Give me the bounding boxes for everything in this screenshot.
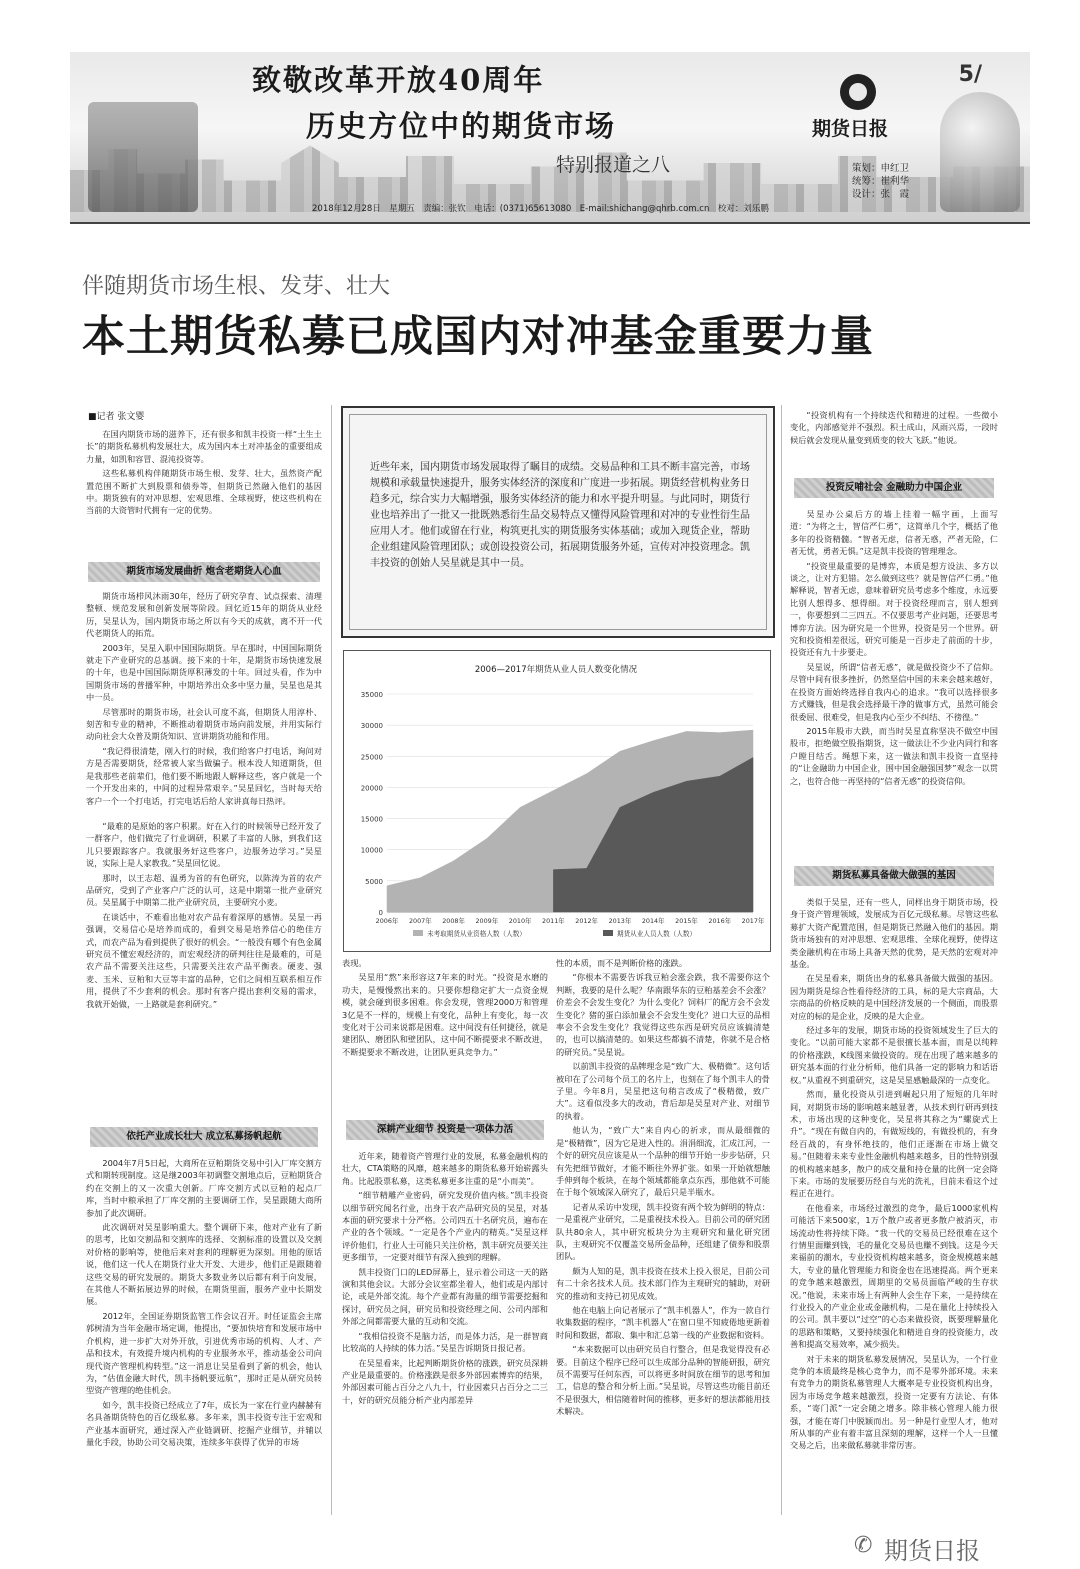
chart-y-tick-label: 35000 xyxy=(360,691,383,699)
paragraph: 在吴星看来，期货出身的私募具备做大做强的基因。因为期货是综合性看待经济的工具，标的是大宗商品，大宗商品的价格反映的是中国经济发展的一个侧面，而股票对应的标的是企业，反映的是大企业。 xyxy=(790,973,998,1021)
paragraph: 这些私募机构伴随期货市场生根、发芽、壮大，虽然资产配置范围不断扩大到股票和债券等，但期货已然融入他们的基因中。期货独有的对冲思想、宏观思维、全球视野，使这些机构在当前的大资管时代拥有一定的优势。 xyxy=(86,468,322,516)
banner-title-line2: 历史方位中的期货市场 xyxy=(306,109,617,143)
credit-line: 统筹：崔利华 xyxy=(852,176,910,187)
section-heading: 期货私募具备做大做强的基因 xyxy=(794,866,994,886)
chart-x-tick-label: 2017年 xyxy=(741,917,765,925)
chart-legend-label: 期货从业人员人数（人数） xyxy=(617,930,697,938)
chart-y-tick-label: 20000 xyxy=(360,784,383,793)
section-heading: 依托产业成长壮大 成立私募扬帆起航 xyxy=(90,1127,318,1147)
stone-lion-graphic xyxy=(940,92,1020,212)
paragraph: “你根本不需要告诉我豆粕会涨会跌，我不需要你这个判断，我要的是什么呢？华南跟华东的豆粕基差会不会涨？价差会不会发生变化？为什么变化？饲料厂的配方会不会发生变化？猪的蛋白添加量会不会发生变化？进口大豆的品相率会不会发生变化？我觉得这些东西是研究员应该搞清楚的，也可以搞清楚的。如果这些都搞不清楚，你就不是合格的研究员。”吴星说。 xyxy=(556,972,770,1057)
paragraph: 颇为人知的是，凯丰投资在技术上投入很足，目前公司有二十余名技术人员。技术部门作为主观研究的辅助，对研究的推动和支持已初见成效。 xyxy=(556,1265,770,1301)
paragraph: 如今，凯丰投资已经成立了7年，成长为一家在行业内赫赫有名具备期货特色的百亿级私募。多年来，凯丰投资专注于宏观和产业基本面研究，通过深入产业链调研、挖掘产业细节，并辅以量化手段，协助公司交易决策，连续多年获得了优异的市场 xyxy=(86,1399,322,1447)
paragraph: 类似于吴星，还有一些人，同样出身于期货市场，投身于资产管理领域，发展成为百亿元级私募。尽管这些私募扩大资产配置范围，但是期货已然融入他们的基因。期货市场独有的对冲思想、宏观思维、全球化视野，使得这类金融机构在市场上具备天然的优势，是天然的宏观对冲基金。 xyxy=(790,897,998,970)
paragraph: “本来数据可以由研究员自行整合，但是我觉得没有必要。目前这个程序已经可以生成部分品种的智能研报，研究员不需要写任何东西，可以将更多时间放在细节的思考和加工，信息的整合和分析上面。”吴星说，尽管这些功能目前还不是很强大，相信随着时间的推移，更多好的想法都能用技术解决。 xyxy=(556,1344,770,1417)
paragraph: 表现。 xyxy=(342,958,367,968)
credits xyxy=(852,162,909,201)
chart-y-tick-label: 25000 xyxy=(360,753,383,762)
paragraph: 吴星说，所谓“信者无惑”，就是做投资少不了信仰。尽管中间有很多挫折，仍然坚信中国的未来会越来越好，在投资方面始终选择自我内心的追求。“我可以选择很多方式赚钱，但是我会选择最干净的做事方式，虽然可能会很委屈、很难受，但是我内心至少不纠结、不徬徨。” xyxy=(790,661,998,722)
watermark-text: 期货日报 xyxy=(884,1537,980,1565)
paragraph: 他认为，“致广大”来自内心的祈求，而从最细微的是“极精微”，因为它是进入性的。涓涓细流，汇成江河，一个好的研究员应该是从一个品种的细节开始一步步钻研，只有先把细节做好，才能不断往外界扩张。如果一开始就想触手伸到每个板块，在每个领域都能拿点东西，那他就不可能在于每个领域深入研究了，最后只是半瓶水。 xyxy=(556,1125,770,1198)
chart-y-tick-label: 10000 xyxy=(360,846,383,855)
col4-tail xyxy=(790,896,998,1516)
masthead-info: 2018年12月28日 星期五 责编：张钦 电话：(0371)65613080 E-mail:shichang@qhrb.com.cn 校对：刘乐鹏 xyxy=(312,204,769,214)
chart-x-tick-label: 2012年 xyxy=(575,917,598,925)
chart-y-tick-label: 5000 xyxy=(365,877,383,886)
paragraph: 在国内期货市场的滋养下，还有很多和凯丰投资一样“土生土长”的期货私募机构发展壮大，成为国内本土对冲基金的重要组成力量，如凯和容冒、混沌投资等。 xyxy=(86,429,322,464)
intro-text: 近些年来，国内期货市场发展取得了瞩目的成绩。交易品种和工具不断丰富完善，市场规模和承载量快速提升，服务实体经济的深度和广度进一步拓展。期货经营机构业务日趋多元，综合实力大幅增强，服务实体经济的能力和水平提升明显。与此同时，期货行业也培养出了一批又一批既熟悉衍生品交易特点又懂得风险管理和对冲的专业性衍生品应用人才。他们或留在行业，构筑更扎实的期货服务实体基础；或加入现货企业，帮助企业组建风险管理团队；或创设投资公司，拓展期货服务外延，宣传对冲投资理念。凯丰投资的创始人吴星就是其中一员。 xyxy=(370,462,750,569)
page-number: 5/ xyxy=(958,62,982,87)
paragraph: “细节精雕产业密码，研究发现价值内核。”凯丰投资以细节研究闻名行业，出身于农产品研究员的吴星，对基本面的研究要求十分严格。公司四五十名研究员，遍布在产业的各个领域。“一定是各个产业内的精英。”吴星这样评价他们，行业人士可能只关注价格，凯丰研究员要关注更多细节，一定要对细节有深入独到的理解。 xyxy=(342,1190,548,1263)
chart-x-tick-label: 2007年 xyxy=(408,917,432,925)
chart-x-tick-label: 2014年 xyxy=(641,917,665,925)
article-subhead: 伴随期货市场生根、发芽、壮大 xyxy=(82,274,391,299)
col4-top xyxy=(790,409,998,473)
area-chart xyxy=(343,672,769,952)
chart-x-tick-label: 2010年 xyxy=(508,917,532,925)
chart-x-tick-label: 2011年 xyxy=(542,917,565,925)
paragraph: 那时，以王志超、温勇为首的有色研究，以陈涛为首的农产品研究，受到了产业客户广泛的认可，这是中期第一批产业研究员。吴星属于中期第二批产业研究员，主要研究小麦。 xyxy=(86,872,322,908)
chart-x-tick-label: 2016年 xyxy=(708,917,732,925)
paragraph: 近年来，随着资产管理行业的发展，私募金融机构的壮大，CTA策略的风靡，越来越多的期货私募开始崭露头角。比起股票私募，这类私募更多注重的是“小而美”。 xyxy=(342,1151,548,1186)
paragraph: 2004年7月5日起，大商所在豆粕期货交易中引入厂库交割方式和期转现制度。这是继2003年初调整交割地点后，豆粕期货合约在交割上的又一次重大创新。厂库交割方式以豆粕的起点厂库，当时中粮承担了厂库交割的主要调研工作，吴星跟随大商所参加了此次调研。 xyxy=(86,1158,322,1218)
col1-tail xyxy=(86,1157,322,1517)
col3-body xyxy=(556,957,770,1517)
col4-body xyxy=(790,508,998,864)
paragraph: 以前凯丰投资的品牌理念是“致广大、极精微”。这句话被印在了公司每个员工的名片上，也刻在了每个凯丰人的骨子里。今年8月，吴星把这句稍言改成了“极精微，致广大”。这看似没多大的改动，背后却是吴星对产业、对细节的执着。 xyxy=(556,1061,770,1121)
paragraph: “我记得很清楚，刚入行的时候，我们给客户打电话，询问对方是否需要期货，经常被人家当做骗子。根本没人知道期货，但是我那些老前辈们，他们要不断地跟人解释这些，客户就是一个一个开发出来的，中间的过程异常艰辛。”吴星回忆，当时每天给客户一个一个打电话，打完电话后给人家讲真每日热评。 xyxy=(86,745,322,806)
col2-body xyxy=(342,1150,548,1520)
paragraph: 2003年，吴星入职中国国际期货。早在那时，中国国际期货就走下产业研究的总基调。接下来的十年，是期货市场快速发展的十年，也是中国国际期货厚积薄发的十年。回过头看，作为中国期货市场的普播军种，中期培养出众多中坚力量，吴星也是其中一员。 xyxy=(86,642,322,703)
paragraph: 此次调研对吴星影响重大。整个调研下来，他对产业有了新的思考，比如交割品和交割库的选择、交割标准的设置以及交割对价格的影响等，使他后来对套利的理解更为深刻。用他的原话说，他们这一代人在期货行业大开发、大进步，他们正是跟随着这些交易的研究发展的。期货大多数业务以后都有利于向发展，在其他人不断拓展边界的时候，在期货里面，服务产业中长期发展。 xyxy=(86,1222,322,1307)
byline: ■记者 张文婴 xyxy=(88,412,145,422)
newspaper-logo-icon xyxy=(840,74,876,110)
paragraph: 他在电脑上向记者展示了“凯丰机器人”，作为一款自行收集数据的程序，“凯丰机器人”在窗口里不知疲倦地更新着时间和数据，都取、集中和汇总第一线的产业数据和资料。 xyxy=(556,1304,770,1340)
section-heading: 投资反哺社会 金融助力中国企业 xyxy=(794,478,994,498)
paragraph: 吴星用“熬”来形容这7年来的时光。“投资是水磨的功夫，是慢慢熬出来的。只要你想稳定扩大一点资金规模，就会碰到很多困难。你会发现，管理2000万和管理3亿是不一样的，规模上有变化，品种上有变化，每一次变化对于公司来说都是困难。这中间没有任何捷径，就是建团队、磨团队和壁团队，这中间不断提要求不断改进，不断提要求不断改进，让团队更具竞争力。” xyxy=(342,972,548,1057)
paragraph: 性的本质，而不是判断价格的涨跌。 xyxy=(556,958,688,968)
paragraph: 在吴星看来，比起判断期货价格的涨跌，研究员深耕产业是最重要的。价格涨跌是很多外部因素博弈的结果，外部因素可能占百分之八九十，行业因素只占百分之二三十，好的研究员能分析产业内部差异 xyxy=(342,1357,548,1405)
chart-legend-swatch xyxy=(603,930,613,936)
tiananmen-graphic xyxy=(88,102,198,212)
chart-y-tick-label: 15000 xyxy=(360,815,383,824)
paragraph: 尽管那时的期货市场，社会认可度不高，但期货人用淳朴、刻苦和专业的精神，不断推动着期货市场向前发展，并用实际行动向社会大众普及期货知识、宣讲期货功能和作用。 xyxy=(86,706,322,742)
chart-legend-swatch xyxy=(413,930,423,936)
paragraph: “我相信投资不是脑力活，而是体力活，是一群智商比较高的人持续的体力活。”吴星告诉期货日报记者。 xyxy=(342,1330,548,1354)
paragraph: 2012年，全国证券期货监管工作会议召开。时任证监会主席郭树清为当年金融市场定调，他提出，“要加快培育和发展市场中介机构，进一步扩大对外开放，引进优秀市场的机构、人才、产品和技术，有效提升境内机构的专业服务水平，推动基金公司向现代资产管理机构转型。”这一消息让吴星看到了新的机会，他认为，“估值金融大时代，凯丰扬帆要远航”，那时正是从研究员转型资产管理的绝佳机会。 xyxy=(86,1310,322,1396)
col1-body-cont xyxy=(86,820,322,1120)
chart-x-tick-label: 2009年 xyxy=(475,917,499,925)
column-divider xyxy=(331,405,332,1515)
chart-x-tick-label: 2006年 xyxy=(375,917,399,925)
paragraph: 在他看来，市场经过激烈的竞争，最后1000家机构可能活下来500家，1万个散户或者更多散户被消灭，市场流动性将持续下降。“我一代的交易员已经很难在这个行情里面赚到钱，毛的量化交易员也赚不到钱。这是今天来福前的潮水，专业投资机构越来越多，资金规模越来越大，专业的量化管理能力和资金也在迅速提高。两个更来的竞争越来越激烈，周期里的交易员面临严峻的生存状况。”他说，未来市场上有两种人会生存下来，一是持续在行业投入的产业企业或金融机构，二是在量化上持续投入的公司。凯丰要以“过空”的心态来做投资，既要理解量化的思路和策略，又要持续强化和精进自身的投资能力，改善和提高交易效率，减少损失。 xyxy=(790,1202,998,1350)
paragraph: “投资里最重要的是博弈，本质是想方设法、多方以谈之，让对方犯错。怎么做到这些？就是智信严仁勇。”他解释说，智者无虑，意味着研究员考虑多个维度，永远要比别人想得多、想得细。对于投资经理而言，别人想到一，你要想到二三四五。不仅要思考产业问题，还要思考博弈方法。因为研究是一个世界，投资是另一个世界。研究和投资相差很远，研究可能是一百步走了前面的十步，投资还有九十步要走。 xyxy=(790,560,998,658)
page-banner xyxy=(70,52,1030,224)
chart-y-ticks xyxy=(361,691,383,917)
chart-title: 2006—2017年期货从业人员人数变化情况 xyxy=(474,665,638,675)
paragraph: 2015年股市大跌，而当时吴星直称坚决不做空中国股市，拒绝做空股指期货，这一做法让不少业内同行和客户瞠目结舌。绳想下来，这一做法和凯丰投资一直坚持的“让金融助力中国企业，围中国金融强国梦”观念一以贯之，也符合他一再坚持的“信者无惑”的投资信仰。 xyxy=(790,725,998,786)
paragraph: 经过多年的发展，期货市场的投资领域发生了巨大的变化。“以前可能大家都不是很擅长基本面，而是以纯粹的价格涨跌，K线图来做投资的。现在出现了越来越多的研究基本面的行业分析师，他们具备一定的影响力和话语权。”从重视不到重研究，这是吴星感触最深的一点变化。 xyxy=(790,1025,998,1085)
paragraph: 在谈话中，不难看出他对农产品有着深厚的感情。吴星一再强调，交易信心是培养而成的，看到交易是培养信心的绝佳方式，而农产品为看到提供了很好的机会。“一般没有哪个有色金属研究员不懂宏观经济的，而宏观经济的研判往往是最难的，可是农产品不需要关注这些，只需要关注农产品平衡表。硬麦、强麦、玉米、豆粕和大豆等丰富的品种，它们之间相互联系相互作用，提供了不少套利的机会。那时有客户提出套利交易的需求，我就开始做，一上路就是套利研究。” xyxy=(86,911,322,1009)
section-heading: 深耕产业细节 投资是一项体力活 xyxy=(346,1120,544,1140)
chart-x-tick-label: 2013年 xyxy=(608,917,632,925)
col1-intro xyxy=(86,428,322,558)
chart-x-ticks xyxy=(376,916,765,925)
paragraph: 凯丰投资门口的LED屏幕上，显示着公司这一天的路演和其他会议。大部分会议室都坐着人，他们或是内部讨论，或是外部交流。每个产业都有海量的细节需要挖掘和探讨，研究员之间，研究员和投资经理之间、公司内部和外部之间都需要大量的互动和交流。 xyxy=(342,1266,548,1327)
paragraph: 记者从采访中发现，凯丰投资有两个较为鲜明的特点：一是重视产业研究，二是重视技术投入。目前公司的研究团队共80余人，其中研究板块分为主观研究和量化研究团队，主观研究不仅覆盖交易所金品种，还组建了债券和股票团队。 xyxy=(556,1201,770,1262)
paragraph: 对于未来的期货私募发展情况，吴星认为，一个行业竞争的本质最终是核心竞争力，而不是零外部环境。未来有竞争力的期货私募管理人大概率是专业投资机构出身，因为市场竞争越来越激烈，投资一定要有方法论、有体系，“寄门派”一定会随之增多。除非核心管理人能力很强，才能在寄门中脱颖而出。另一种是行业型人才，他对所从事的产业有着丰富且深刻的理解，这样一个人一旦懂交易之后，出来做私募就非常厉害。 xyxy=(790,1353,998,1451)
wechat-icon: ✆ xyxy=(854,1533,873,1558)
paragraph: 然而，量化投资从引进到崛起只用了短短的几年时间，对期货市场的影响越来越显著，从技术到行研再到技术，市场出现的这种变化，吴星将其称之为“螺旋式上升”。“现在有做自内的，有做短线的，有做投机的，有身经百战的，有身怀绝技的，他们正逐渐在市场上做交易。”但随着未来专业性金融机构越来越多，目的性特别强的机构越来越多，散户的成交量和持仓量的比例一定会降下来。市场的发展要历经自与光的洗礼，目前未看这个过程正在进行。 xyxy=(790,1089,998,1199)
chart-areas xyxy=(387,730,753,912)
newspaper-name: 期货日报 xyxy=(812,118,889,140)
chart-legend-label: 未考取期货从业资格人数（人数） xyxy=(427,930,526,938)
banner-title-line1: 致敬改革开放40周年 xyxy=(252,63,545,97)
chart-y-tick-label: 30000 xyxy=(360,722,383,731)
col1-body xyxy=(86,590,322,818)
credit-line: 策划：申红卫 xyxy=(852,163,910,174)
banner-series: 特别报道之八 xyxy=(556,154,671,176)
column-divider xyxy=(781,405,782,1515)
chart-legend xyxy=(413,929,696,938)
paragraph: 期货市场栉风沐雨30年，经历了研究孕育、试点探索、清理整顿、规范发展和创新发展等阶段。回忆近15年的期货从业经历，吴星认为，国内期货市场之所以有今天的成就，离不开一代代老期货人的拓荒。 xyxy=(86,591,322,639)
paragraph: “最难的是原始的客户积累。好在入行的时候领导已经开发了一群客户，他们做完了行业调研，积累了丰富的人脉，到我们这儿只要跟踪客户。我就服务好这些客户，边服务边学习。”吴星说，实际上是人家教我。”吴星回忆说。 xyxy=(86,821,322,869)
section-heading: 期货市场发展曲折 炮含老期货人心血 xyxy=(88,562,320,582)
article-headline: 本土期货私募已成国内对冲基金重要力量 xyxy=(82,312,874,362)
chart-x-tick-label: 2008年 xyxy=(442,917,465,925)
chart-x-tick-label: 2015年 xyxy=(675,917,698,925)
paragraph: 吴星办公桌后方的墙上挂着一幅字画，上面写道：“为将之士，智信严仁勇”，这简单几个字，概括了他多年的投资精髓。“智者无虑，信者无惑，严者无险，仁者无忧，勇者无惧。”这是凯丰投资的管理理念。 xyxy=(790,509,998,557)
chart-y-tick-label: 0 xyxy=(378,909,383,917)
paragraph: “投资机构有一个持续迭代和精进的过程。一些微小变化，内部感觉并不强烈。积土成山，风雨兴焉，一段时候后就会发现从量变到质变的较大飞跃。”他说。 xyxy=(790,410,998,445)
credit-line: 设计：张 霞 xyxy=(852,189,910,200)
col2-top xyxy=(342,957,548,1107)
